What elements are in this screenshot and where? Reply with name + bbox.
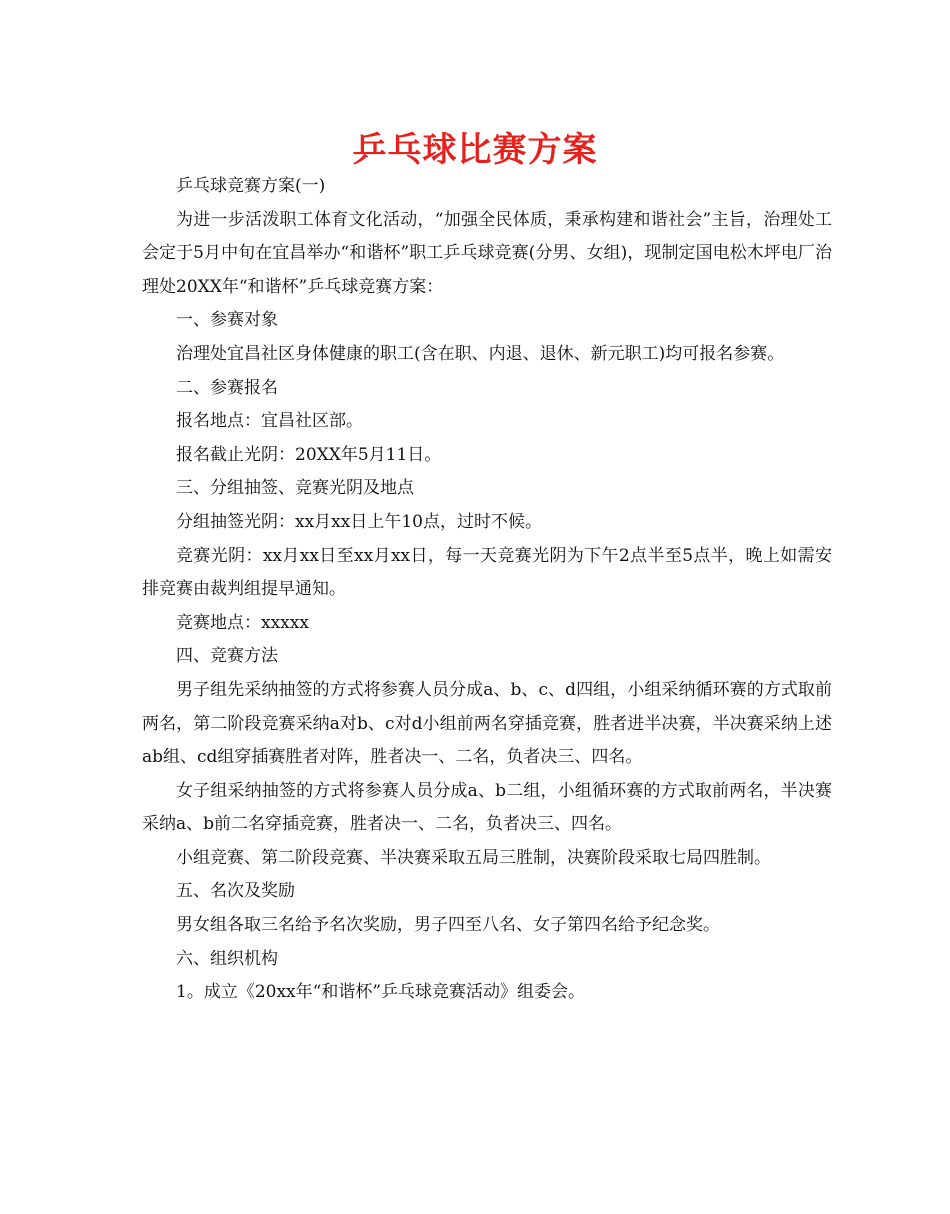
section-heading: 五、名次及奖励 [176,881,295,902]
paragraph: 男子组先采纳抽签的方式将参赛人员分成a、b、c、d四组，小组采纳循环赛的方式取前两名，第二阶段竞赛采纳a对b、c对d小组前两名穿插竞赛，胜者进半决赛，半决赛采纳上述ab组、cd组穿插赛胜者对阵，胜者决一、二名，负者决三、四名。 [142,679,832,768]
section-heading: 六、组织机构 [176,948,278,969]
section-heading: 二、参赛报名 [176,377,278,398]
paragraph: 竞赛光阴：xx月xx日至xx月xx日，每一天竞赛光阴为下午2点半至5点半，晚上如需安排竞赛由裁判组提早通知。 [142,545,832,600]
paragraph: 小组竞赛、第二阶段竞赛、半决赛采取五局三胜制，决赛阶段采取七局四胜制。 [176,847,771,868]
section-heading: 四、竞赛方法 [176,646,278,667]
section-heading: 三、分组抽签、竞赛光阴及地点 [176,478,414,499]
paragraph: 女子组采纳抽签的方式将参赛人员分成a、b二组，小组循环赛的方式取前两名，半决赛采纳a、b前二名穿插竞赛，胜者决一、二名，负者决三、四名。 [142,780,832,835]
paragraph: 分组抽签光阴：xx月xx日上午10点，过时不候。 [176,511,542,532]
paragraph: 报名地点：宜昌社区部。 [176,411,363,432]
paragraph: 男女组各取三名给予名次奖励，男子四至八名、女子第四名给予纪念奖。 [176,915,720,936]
paragraph: 报名截止光阴：20XX年5月11日。 [176,444,442,465]
paragraph: 1。成立《20xx年“和谐杯”乒乓球竞赛活动》组委会。 [176,982,586,1003]
paragraph: 竞赛地点：xxxxx [176,612,309,633]
section-heading: 一、参赛对象 [176,310,278,331]
document-title: 乒乓球比赛方案 [352,130,598,170]
document-body [142,170,832,1010]
paragraph: 治理处宜昌社区身体健康的职工(含在职、内退、退休、新元职工)均可报名参赛。 [176,343,785,364]
intro-paragraph: 为进一步活泼职工体育文化活动，“加强全民体质，秉承构建和谐社会”主旨，治理处工会定于5月中旬在宜昌举办“和谐杯”职工乒乓球竞赛(分男、女组)，现制定国电松木坪电厂治理处20XX年“和谐杯”乒乓球竞赛方案： [142,209,832,297]
section-heading: 乒乓球竞赛方案(一) [176,176,326,196]
